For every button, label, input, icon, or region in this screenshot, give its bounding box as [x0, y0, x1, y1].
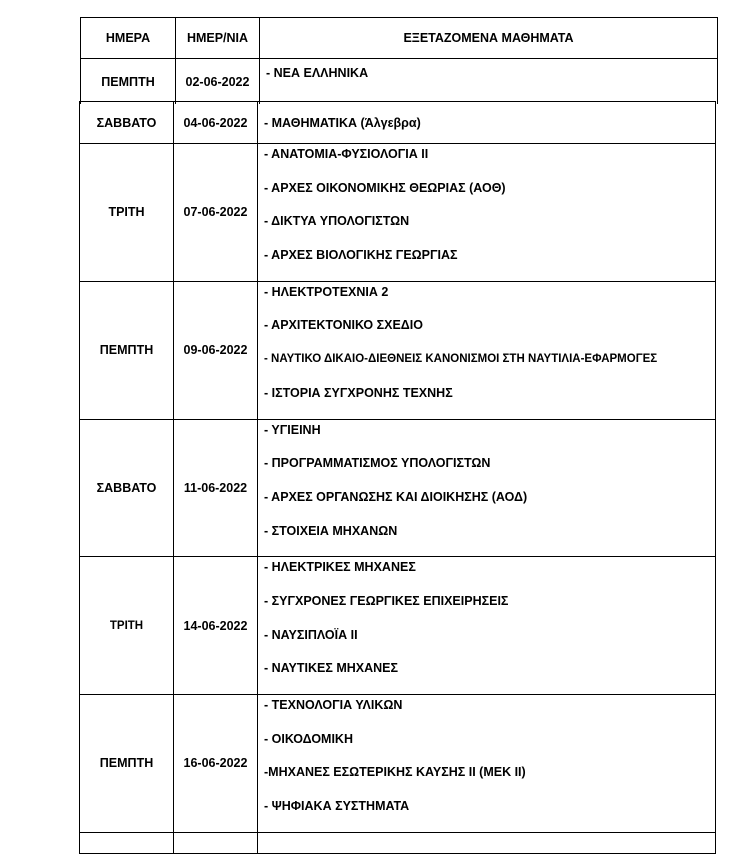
subject-item: - ΗΛΕΚΤΡΟΤΕΧΝΙΑ 2 — [264, 284, 389, 299]
row-subjects — [258, 281, 716, 419]
header-table — [80, 17, 718, 104]
subject-item: - ΝΕΑ ΕΛΛΗΝΙΚΑ — [266, 66, 369, 80]
subject-item: - ΑΝΑΤΟΜΙΑ-ΦΥΣΙΟΛΟΓΙΑ ΙΙ — [264, 147, 429, 161]
subject-item: - ΨΗΦΙΑΚΑ ΣΥΣΤΗΜΑΤΑ — [264, 799, 410, 814]
subject-item: - ΤΕΧΝΟΛΟΓΙΑ ΥΛΙΚΩΝ — [264, 698, 403, 712]
subject-item: - ΝΑΥΣΙΠΛΟΪΑ ΙΙ — [264, 627, 358, 642]
row-subjects — [260, 59, 718, 105]
subject-item: - ΣΤΟΙΧΕΙΑ ΜΗΧΑΝΩΝ — [264, 523, 398, 538]
table-row — [80, 144, 716, 282]
subject-item: -ΜΗΧΑΝΕΣ ΕΣΩΤΕΡΙΚΗΣ ΚΑΥΣΗΣ ΙΙ (ΜΕΚ ΙΙ) — [264, 765, 526, 780]
table-row — [80, 695, 716, 833]
table-row-partial — [80, 832, 716, 853]
subject-item: - ΝΑΥΤΙΚΕΣ ΜΗΧΑΝΕΣ — [264, 661, 399, 676]
subject-item: - ΟΙΚΟΔΟΜΙΚΗ — [264, 731, 353, 746]
table-row — [80, 281, 716, 419]
header-subjects: ΕΞΕΤΑΖΟΜΕΝΑ ΜΑΘΗΜΑΤΑ — [260, 18, 718, 59]
row-date: 14-06-2022 — [174, 557, 258, 695]
table-row — [80, 102, 716, 144]
row-subjects — [258, 144, 716, 282]
row-date: 07-06-2022 — [174, 144, 258, 282]
subject-item: - ΝΑΥΤΙΚΟ ΔΙΚΑΙΟ-ΔΙΕΘΝΕΙΣ ΚΑΝΟΝΙΣΜΟΙ ΣΤΗ ΝΑΥΤΙΛΙΑ-ΕΦΑΡΜΟΓΕΣ — [264, 353, 658, 366]
table-row — [81, 59, 718, 105]
schedule-table — [79, 101, 716, 854]
subject-item: - ΣΥΓΧΡΟΝΕΣ ΓΕΩΡΓΙΚΕΣ ΕΠΙΧΕΙΡΗΣΕΙΣ — [264, 593, 509, 608]
header-row — [81, 18, 718, 59]
subject-item: - ΑΡΧΙΤΕΚΤΟΝΙΚΟ ΣΧΕΔΙΟ — [264, 318, 423, 333]
row-day: ΠΕΜΠΤΗ — [81, 59, 176, 105]
row-subjects — [258, 695, 716, 833]
subject-item: - ΠΡΟΓΡΑΜΜΑΤΙΣΜΟΣ ΥΠΟΛΟΓΙΣΤΩΝ — [264, 456, 491, 471]
subject-item: - ΜΑΘΗΜΑΤΙΚΑ (Άλγεβρα) — [264, 115, 421, 130]
subject-item: - ΑΡΧΕΣ ΟΡΓΑΝΩΣΗΣ ΚΑΙ ΔΙΟΙΚΗΣΗΣ (ΑΟΔ) — [264, 489, 528, 504]
row-date: 02-06-2022 — [176, 59, 260, 105]
table-row — [80, 419, 716, 557]
subject-item: - ΑΡΧΕΣ ΟΙΚΟΝΟΜΙΚΗΣ ΘΕΩΡΙΑΣ (ΑΟΘ) — [264, 180, 506, 195]
row-subjects — [258, 557, 716, 695]
row-day: ΠΕΜΠΤΗ — [80, 281, 174, 419]
subject-item: - ΥΓΙΕΙΝΗ — [264, 422, 321, 437]
row-date: 09-06-2022 — [174, 281, 258, 419]
header-date: ΗΜΕΡ/ΝΙΑ — [176, 18, 260, 59]
row-day: ΠΕΜΠΤΗ — [80, 695, 174, 833]
subject-item: - ΗΛΕΚΤΡΙΚΕΣ ΜΗΧΑΝΕΣ — [264, 560, 416, 575]
row-date: 11-06-2022 — [174, 419, 258, 557]
subject-item: - ΑΡΧΕΣ ΒΙΟΛΟΓΙΚΗΣ ΓΕΩΡΓΙΑΣ — [264, 248, 458, 263]
table-row — [80, 557, 716, 695]
row-day: ΤΡΙΤΗ — [80, 557, 174, 695]
subject-item: - ΔΙΚΤΥΑ ΥΠΟΛΟΓΙΣΤΩΝ — [264, 214, 410, 229]
row-date: 16-06-2022 — [174, 695, 258, 833]
row-subjects — [258, 102, 716, 144]
row-day: ΣΑΒΒΑΤΟ — [80, 419, 174, 557]
row-subjects — [258, 419, 716, 557]
row-day: ΣΑΒΒΑΤΟ — [80, 102, 174, 144]
subject-item: - ΙΣΤΟΡΙΑ ΣΥΓΧΡΟΝΗΣ ΤΕΧΝΗΣ — [264, 385, 453, 400]
row-date: 04-06-2022 — [174, 102, 258, 144]
header-day: ΗΜΕΡΑ — [81, 18, 176, 59]
row-day: ΤΡΙΤΗ — [80, 144, 174, 282]
